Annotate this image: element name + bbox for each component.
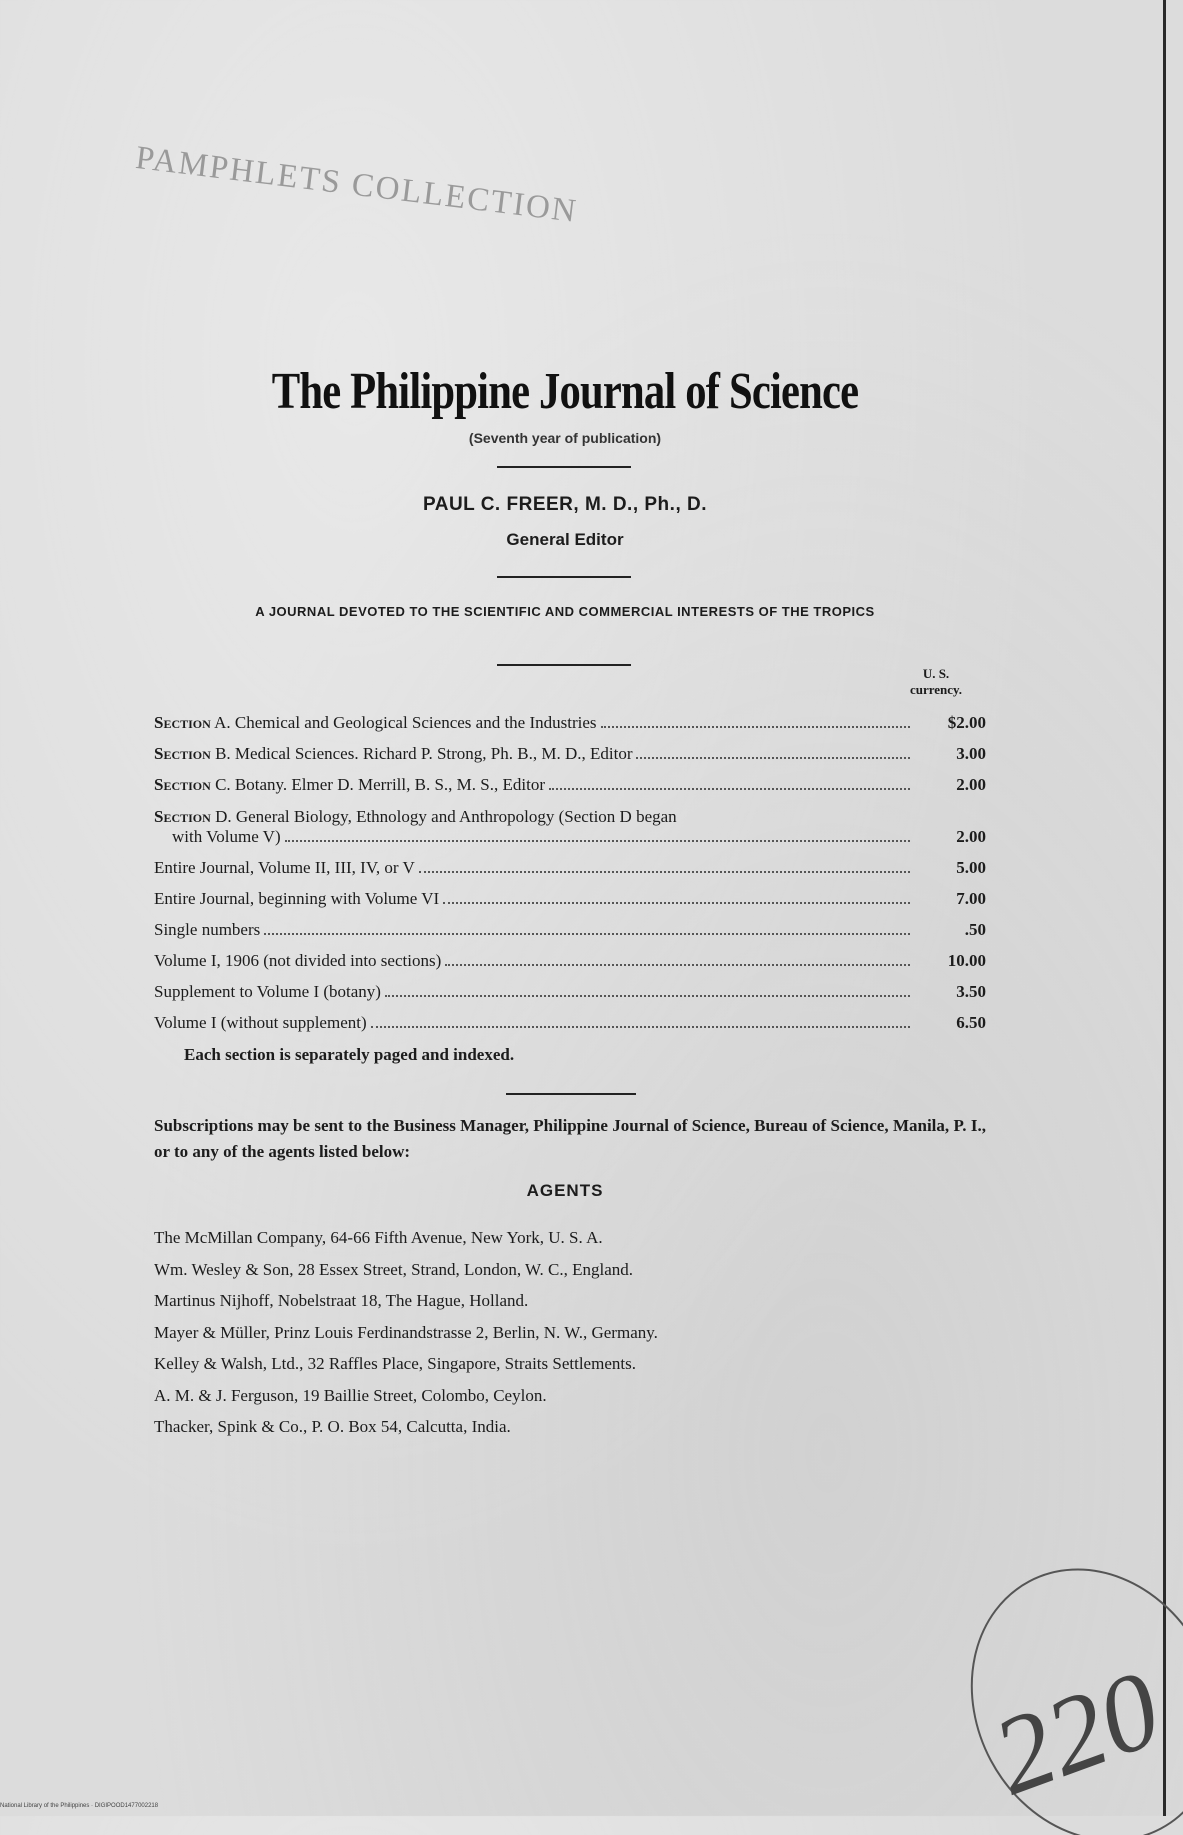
dot-leader [385,995,910,997]
editor-role: General Editor [506,530,624,549]
price-row [154,878,986,909]
price-row [154,971,986,1002]
journal-title: The Philippine Journal of Science [271,363,859,420]
price-list [154,702,986,1033]
editor-name: PAUL C. FREER, M. D., Ph., D. [422,494,708,515]
divider-rule [497,576,631,578]
price-value: .50 [964,920,986,939]
price-description: Entire Journal, beginning with Volume VI [154,889,440,908]
price-value: 5.00 [956,858,986,877]
currency-header-line1: U. S. [922,666,950,681]
section-prefix: Section [154,713,211,732]
price-value: 7.00 [956,889,986,908]
currency-header-line2: currency. [909,682,963,697]
indexing-note: Each section is separately paged and indexed. [184,1045,515,1064]
price-value: 10.00 [947,951,986,970]
dot-leader [419,871,910,873]
dot-leader [636,757,910,759]
price-row [154,847,986,878]
price-description: D. General Biology, Ethnology and Anthropology (Section D began [210,807,677,826]
price-row [154,909,986,940]
agent-entry: The McMillan Company, 64-66 Fifth Avenue, New York, U. S. A. [154,1228,603,1247]
price-description: Supplement to Volume I (botany) [154,982,381,1001]
price-description: Volume I (without supplement) [154,1013,367,1032]
price-description: C. Botany. Elmer D. Merrill, B. S., M. S., Editor [210,775,545,794]
price-description: Single numbers [154,920,261,939]
price-value: 6.50 [956,1013,986,1032]
price-description: Entire Journal, Volume II, III, IV, or V [154,858,415,877]
price-row [154,702,986,733]
journal-subtitle: (Seventh year of publication) [468,430,662,446]
agent-entry: A. M. & J. Ferguson, 19 Baillie Street, Colombo, Ceylon. [154,1385,547,1405]
price-value: 3.00 [956,744,986,763]
price-row [154,733,986,764]
price-row [154,1002,986,1033]
dot-leader [285,827,910,842]
digitization-credit: National Library of the Philippines · DIGIPOOD1477002218 [0,1803,159,1809]
agent-entry: Kelley & Walsh, Ltd., 32 Raffles Place, Singapore, Straits Settlements. [154,1354,636,1373]
price-value: 3.50 [956,982,986,1001]
section-prefix: Section [154,807,211,826]
section-prefix: Section [154,744,211,763]
divider-rule [497,466,631,468]
price-description: Volume I, 1906 (not divided into sections) [154,951,442,970]
price-row [154,795,986,847]
price-value: 2.00 [956,827,986,846]
price-value: $2.00 [947,713,986,732]
collection-stamp: PAMPHLETS COLLECTION [133,140,580,230]
agent-entry: Martinus Nijhoff, Nobelstraat 18, The Hague, Holland. [154,1291,529,1310]
divider-rule [506,1093,636,1095]
price-row [154,764,986,795]
agent-entry: Mayer & Müller, Prinz Louis Ferdinandstrasse 2, Berlin, N. W., Germany. [154,1322,658,1342]
price-description: B. Medical Sciences. Richard P. Strong, Ph. B., M. D., Editor [210,744,633,763]
dot-leader [443,902,910,904]
agent-entry: Thacker, Spink & Co., P. O. Box 54, Calcutta, India. [154,1417,511,1436]
dot-leader [371,1026,910,1028]
divider-rule [497,664,631,666]
dot-leader [264,933,910,935]
agents-list [154,1222,1004,1443]
section-prefix: Section [154,775,211,794]
handwritten-number: 220 [978,1646,1176,1818]
price-value: 2.00 [956,775,986,794]
dot-leader [601,726,910,728]
dot-leader [549,788,910,790]
price-description-continued: with Volume V) [172,827,281,846]
agents-heading: AGENTS [526,1181,604,1200]
dot-leader [445,964,910,966]
agent-entry: Wm. Wesley & Son, 28 Essex Street, Strand, London, W. C., England. [154,1259,634,1279]
price-row [154,940,986,971]
price-description: A. Chemical and Geological Sciences and the Industries [210,713,597,732]
currency-header [886,666,986,698]
journal-description: A JOURNAL DEVOTED TO THE SCIENTIFIC AND COMMERCIAL INTERESTS OF THE TROPICS [255,604,875,619]
handwritten-number-circle [945,1535,1183,1835]
subscription-paragraph: Subscriptions may be sent to the Business Manager, Philippine Journal of Science, Bureau of Science, Manila, P. I., or to any of the agents listed below: [154,1116,986,1161]
